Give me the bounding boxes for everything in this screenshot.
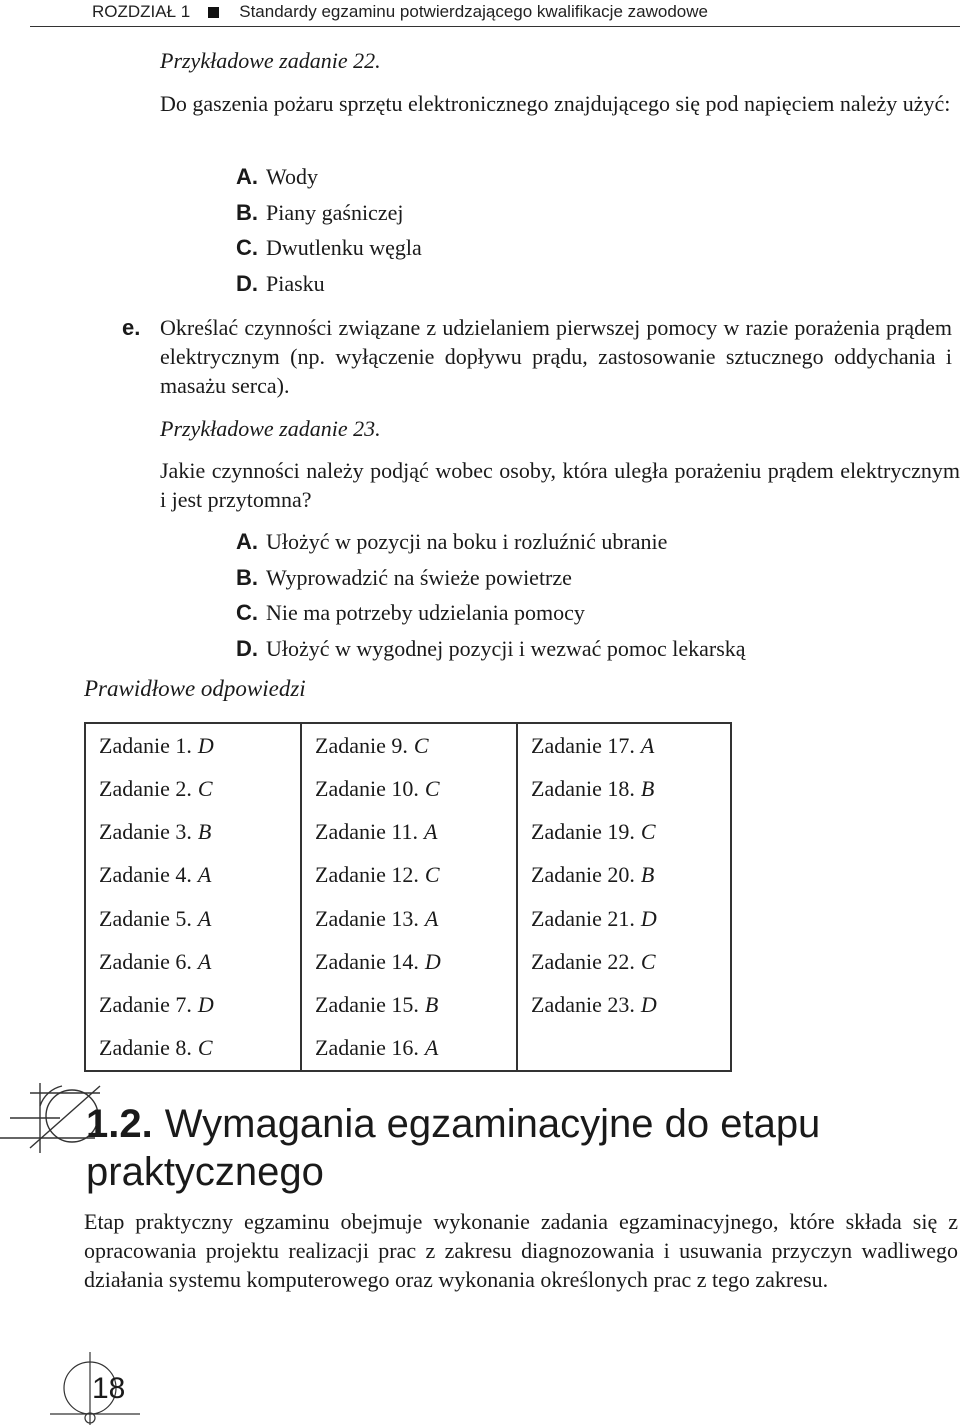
answer-cell bbox=[518, 724, 734, 767]
task-23-question: Jakie czynności należy podjąć wobec osoby, która uległa porażeniu prądem elektrycznym i jest przytomna? bbox=[160, 458, 960, 512]
task-23-title: Przykładowe zadanie 23. bbox=[160, 416, 381, 441]
answer-letter: D bbox=[640, 905, 657, 931]
task-label: Zadanie 4. bbox=[99, 862, 192, 888]
answer-letter: B bbox=[197, 819, 212, 845]
task-label: Zadanie 17. bbox=[531, 732, 635, 758]
option-text: Ułożyć w pozycji na boku i rozluźnić ubranie bbox=[266, 529, 668, 554]
option-c bbox=[236, 230, 422, 266]
answer-cell bbox=[302, 984, 518, 1027]
option-letter: B. bbox=[236, 199, 258, 225]
option-d bbox=[236, 631, 746, 667]
answer-letter: B bbox=[424, 992, 439, 1018]
answer-cell bbox=[302, 1027, 518, 1070]
item-marker: e. bbox=[122, 315, 141, 340]
answer-cell bbox=[518, 1027, 734, 1070]
option-text: Piasku bbox=[266, 270, 325, 296]
option-b bbox=[236, 195, 422, 231]
task-label: Zadanie 14. bbox=[315, 948, 419, 974]
option-text: Dwutlenku węgla bbox=[266, 235, 422, 260]
task-label: Zadanie 6. bbox=[99, 948, 192, 974]
answer-cell bbox=[302, 811, 518, 854]
option-a bbox=[236, 524, 746, 560]
header-divider bbox=[30, 26, 960, 27]
answer-letter: D bbox=[197, 992, 214, 1018]
answer-cell bbox=[518, 854, 734, 897]
answer-letter: A bbox=[424, 905, 439, 931]
task-label: Zadanie 12. bbox=[315, 862, 419, 888]
task-label: Zadanie 5. bbox=[99, 905, 192, 931]
task-label: Zadanie 3. bbox=[99, 819, 192, 845]
task-label: Zadanie 23. bbox=[531, 992, 635, 1018]
answer-cell bbox=[302, 940, 518, 983]
section-number: 1.2. bbox=[86, 1102, 153, 1146]
task-22-question: Do gaszenia pożaru sprzętu elektronicznego znajdującego się pod napięciem należy użyć: bbox=[160, 91, 951, 116]
answer-cell bbox=[86, 724, 302, 767]
option-text: Wody bbox=[266, 164, 319, 189]
answers-table bbox=[84, 722, 732, 1072]
answer-letter: C bbox=[424, 862, 440, 888]
answer-letter: B bbox=[640, 862, 655, 888]
answer-letter: C bbox=[424, 775, 440, 801]
option-text: Ułożyć w wygodnej pozycji i wezwać pomoc lekarską bbox=[266, 635, 746, 661]
answer-cell bbox=[302, 767, 518, 810]
option-b bbox=[236, 560, 746, 596]
answer-letter: B bbox=[640, 775, 655, 801]
answer-letter: A bbox=[424, 819, 438, 845]
answer-cell bbox=[86, 811, 302, 854]
answer-cell bbox=[302, 854, 518, 897]
answer-cell bbox=[302, 897, 518, 940]
task-label: Zadanie 9. bbox=[315, 732, 408, 758]
answer-cell bbox=[518, 811, 734, 854]
answers-heading: Prawidłowe odpowiedzi bbox=[84, 676, 306, 701]
option-text: Nie ma potrzeby udzielania pomocy bbox=[266, 600, 585, 625]
task-label: Zadanie 19. bbox=[531, 819, 635, 845]
answer-letter: A bbox=[197, 862, 212, 888]
requirement-item-e bbox=[122, 313, 952, 400]
option-letter: A. bbox=[236, 164, 258, 189]
answer-letter: C bbox=[640, 819, 656, 845]
answer-cell bbox=[86, 940, 302, 983]
answer-cell bbox=[302, 724, 518, 767]
task-label: Zadanie 11. bbox=[315, 819, 419, 845]
option-c bbox=[236, 595, 746, 631]
answer-cell bbox=[86, 984, 302, 1027]
task-label: Zadanie 7. bbox=[99, 992, 192, 1018]
task-label: Zadanie 16. bbox=[315, 1035, 419, 1061]
answer-letter: C bbox=[413, 732, 429, 758]
option-text: Wyprowadzić na świeże powietrze bbox=[266, 564, 572, 590]
answer-letter: C bbox=[197, 1035, 213, 1061]
task-22-options bbox=[236, 159, 422, 301]
option-a bbox=[236, 159, 422, 195]
answer-letter: C bbox=[197, 775, 213, 801]
page-number: 18 bbox=[92, 1372, 126, 1405]
option-letter: B. bbox=[236, 564, 258, 590]
option-d bbox=[236, 266, 422, 302]
answer-cell bbox=[518, 767, 734, 810]
chapter-label: ROZDZIAŁ 1 bbox=[92, 2, 191, 21]
answer-cell bbox=[518, 897, 734, 940]
answer-cell bbox=[86, 854, 302, 897]
option-letter: D. bbox=[236, 270, 258, 296]
item-text: Określać czynności związane z udzielaniem pierwszej pomocy w razie porażenia prądem elektrycznym (np. wyłączenie dopływu prądu, zastosowanie sztucznego oddychania i masażu serca). bbox=[160, 315, 952, 398]
option-letter: A. bbox=[236, 529, 258, 554]
task-label: Zadanie 1. bbox=[99, 732, 192, 758]
task-label: Zadanie 21. bbox=[531, 905, 635, 931]
answer-letter: A bbox=[197, 905, 212, 931]
task-23-options bbox=[236, 524, 746, 666]
answer-letter: A bbox=[640, 732, 655, 758]
answer-cell bbox=[86, 767, 302, 810]
section-paragraph: Etap praktyczny egzaminu obejmuje wykonanie zadania egzaminacyjnego, które składa się z opracowania projektu realizacji prac z zakresu diagnozowania i usuwania przyczyn wadliwego działania systemu komputerowego oraz wykonania określonych prac z tego zakresu. bbox=[84, 1209, 958, 1292]
task-label: Zadanie 22. bbox=[531, 948, 635, 974]
answer-letter: A bbox=[424, 1035, 439, 1061]
task-label: Zadanie 13. bbox=[315, 905, 419, 931]
option-letter: C. bbox=[236, 235, 258, 260]
option-text: Piany gaśniczej bbox=[266, 199, 404, 225]
task-label: Zadanie 20. bbox=[531, 862, 635, 888]
answer-letter: D bbox=[197, 732, 214, 758]
answer-letter: D bbox=[424, 948, 441, 974]
answer-cell bbox=[86, 1027, 302, 1070]
header-title: Standardy egzaminu potwierdzającego kwalifikacje zawodowe bbox=[239, 2, 708, 21]
task-22-title: Przykładowe zadanie 22. bbox=[160, 48, 381, 73]
answer-cell bbox=[86, 897, 302, 940]
option-letter: D. bbox=[236, 635, 258, 661]
answer-cell bbox=[518, 940, 734, 983]
task-label: Zadanie 18. bbox=[531, 775, 635, 801]
section-heading bbox=[86, 1100, 946, 1196]
square-bullet-icon bbox=[208, 7, 219, 18]
answer-letter: A bbox=[197, 948, 212, 974]
answer-letter: C bbox=[640, 948, 656, 974]
task-label: Zadanie 15. bbox=[315, 992, 419, 1018]
answer-cell bbox=[518, 984, 734, 1027]
task-label: Zadanie 10. bbox=[315, 775, 419, 801]
task-label: Zadanie 2. bbox=[99, 775, 192, 801]
option-letter: C. bbox=[236, 600, 258, 625]
answer-letter: D bbox=[640, 992, 657, 1018]
running-header bbox=[92, 0, 708, 24]
task-label: Zadanie 8. bbox=[99, 1035, 192, 1061]
section-title: Wymagania egzaminacyjne do etapu praktycznego bbox=[86, 1102, 821, 1194]
